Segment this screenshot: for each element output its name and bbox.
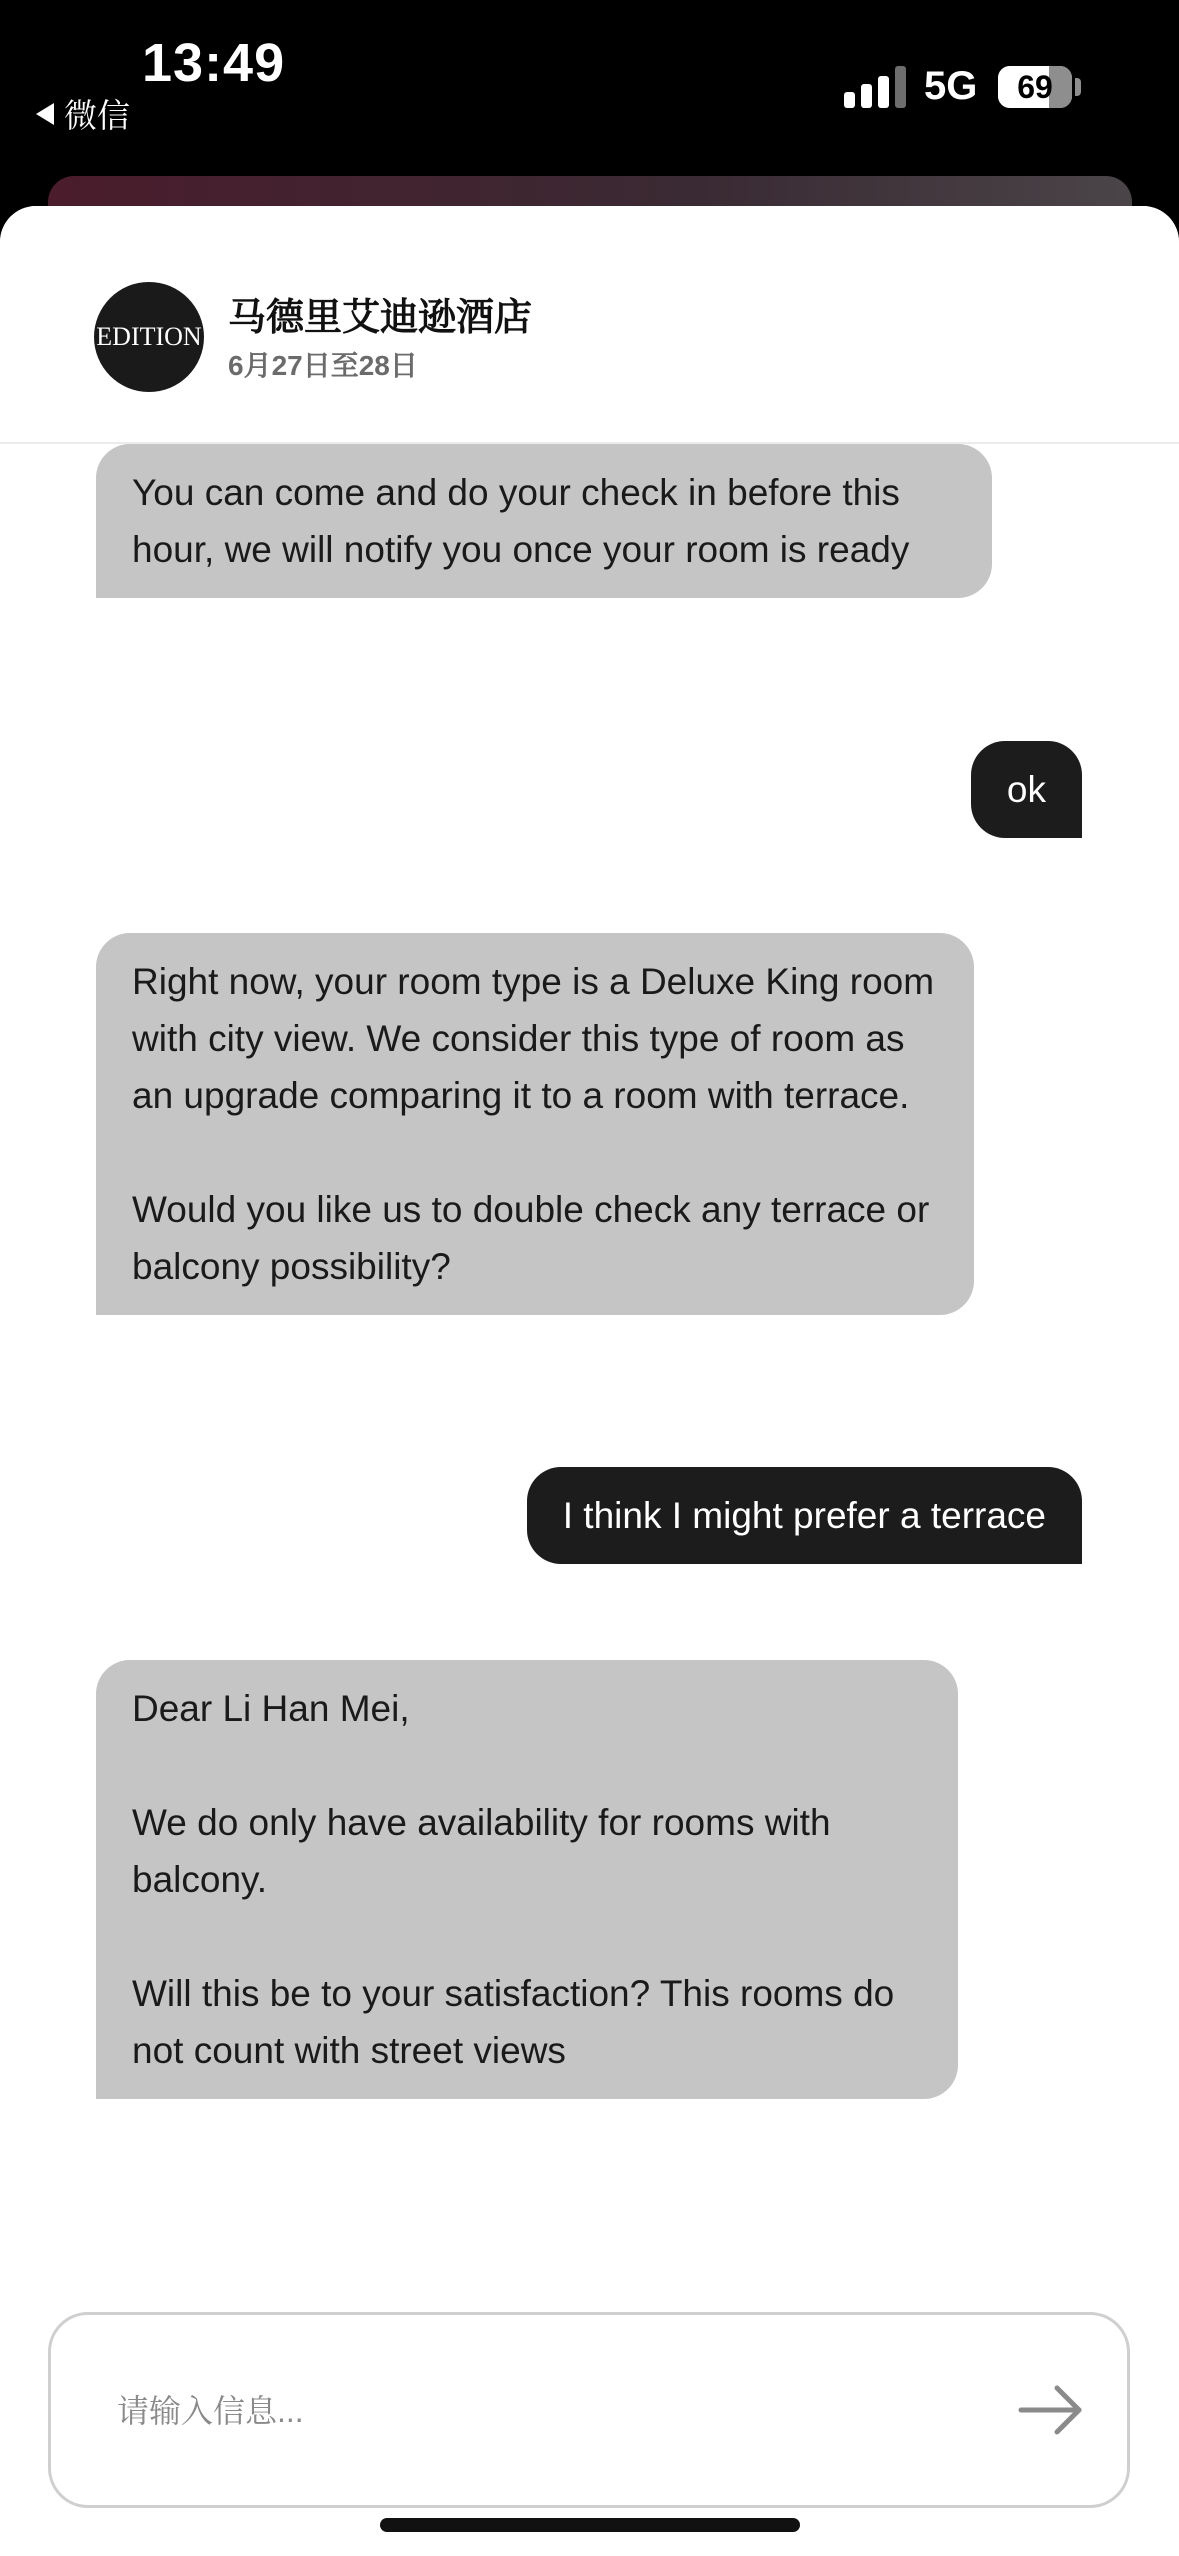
stay-dates: 6月27日至28日 — [228, 350, 418, 381]
back-to-wechat-link[interactable] — [36, 90, 130, 137]
chat-header — [0, 206, 1179, 444]
message-bubble-incoming — [96, 444, 992, 598]
message-bubble-incoming — [96, 933, 974, 1315]
message-input[interactable] — [115, 2375, 939, 2447]
battery-cap — [1075, 78, 1081, 96]
message-text: Will this be to your satisfaction? This rooms do not count with street views — [132, 1973, 895, 2071]
arrow-right-icon — [1013, 2375, 1089, 2445]
message-bubble-incoming — [96, 1660, 958, 2099]
message-text: ok — [1006, 769, 1046, 810]
home-indicator — [380, 2518, 800, 2532]
message-text: I think I might prefer a terrace — [562, 1495, 1046, 1536]
battery-percent: 69 — [1017, 68, 1053, 105]
network-type: 5G — [924, 64, 978, 108]
message-text: We do only have availability for rooms with balcony. — [132, 1802, 831, 1900]
hotel-logo: EDITION — [94, 282, 204, 392]
message-bubble-outgoing — [971, 741, 1082, 838]
cellular-signal-icon — [844, 66, 906, 108]
message-text: You can come and do your check in before this hour, we will notify you once your room is ready — [132, 472, 910, 570]
back-triangle-icon — [36, 103, 54, 125]
hotel-name: 马德里艾迪逊酒店 — [228, 297, 533, 339]
message-list[interactable] — [0, 444, 1179, 2284]
message-text: Right now, your room type is a Deluxe King room with city view. We consider this type of room as an upgrade comparing it to a room with terrace. — [132, 961, 935, 1116]
send-button[interactable] — [1013, 2375, 1089, 2445]
back-label: 微信 — [64, 97, 130, 134]
message-text: Would you like us to double check any terrace or balcony possibility? — [132, 1189, 930, 1287]
battery-icon — [998, 66, 1072, 108]
message-composer — [48, 2312, 1130, 2508]
status-bar — [0, 0, 1179, 180]
status-time: 13:49 — [142, 33, 286, 93]
message-text: Dear Li Han Mei, — [132, 1688, 410, 1729]
message-bubble-outgoing — [527, 1467, 1082, 1564]
